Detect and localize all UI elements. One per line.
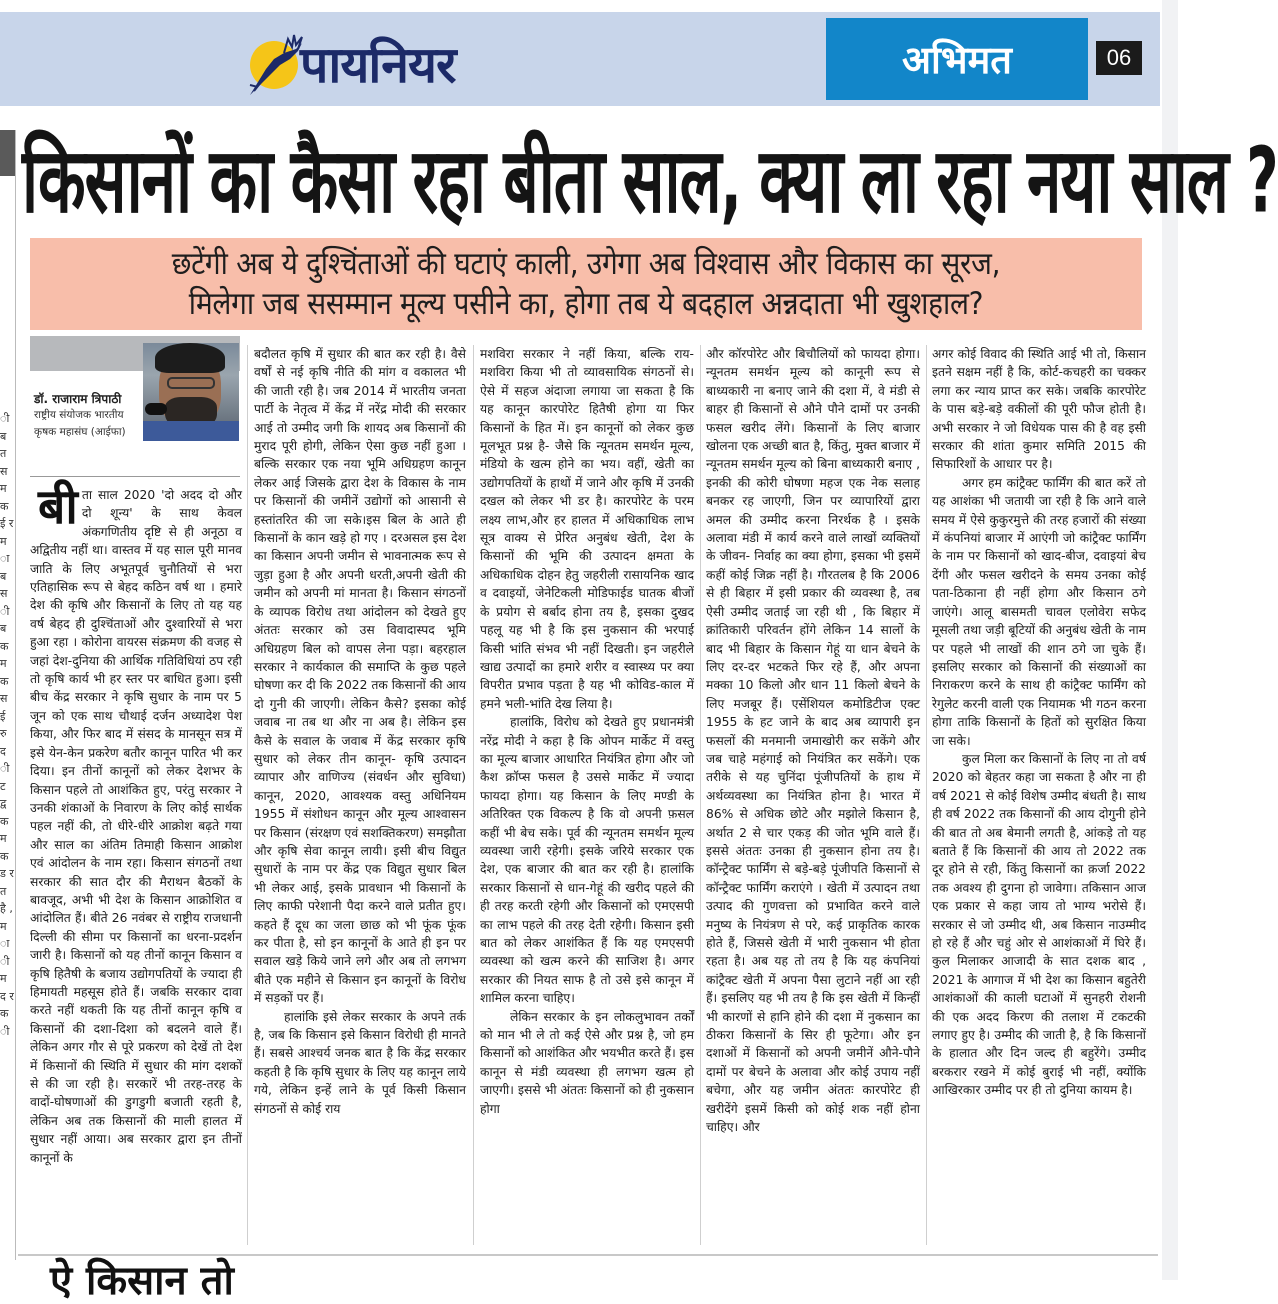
previous-article-strip [0, 130, 16, 1260]
paragraph: मशविरा सरकार ने नहीं किया, बल्कि राय-मशविरा किया भी तो व्यावसायिक संगठनों से। ऐसे में सहज अंदाजा लगाया जा सकता है कि यह कानून कारपोरेट हितैषी होगा या फिर किसानों के हित में। इन कानूनों को लेकर कुछ मूलभूत प्रश्न है- जैसे कि न्यूनतम समर्थन मूल्य, मंडियो के खत्म होने का भय। वहीं, खेती का उद्योगपतियों के हाथों में जाने और कृषि में उनकी दखल को लेकर भी डर है। कारपोरेट के परम लक्ष्य लाभ,और हर हालत में अधिकाधिक लाभ सूत्र वाक्य से प्रेरित अनुबंध खेती, देश के किसानों की भूमि की उत्पादन क्षमता के अधिकाधिक दोहन हेतु जहरीली रासायनिक खाद व दवाइयों, जेनेटिकली मोडिफाईड घातक बीजों के प्रयोग से बर्बाद होना तय है, इसका दुखद पहलू यह भी है कि इस नुकसान की भरपाई किसी भांति संभव भी नहीं दिखती। इन जहरीले खाद्य उत्पादों का हमारे शरीर व स्वास्थ्य पर क्या विपरीत प्रभाव पड़ता है यह भी कोविड-काल में हमने भली-भांति देख लिया है। [480, 347, 694, 711]
masthead [0, 12, 1160, 106]
divider [30, 476, 240, 477]
leaping-deer-sun-icon [250, 41, 298, 89]
article-bottom-rule [18, 1254, 1158, 1256]
column-divider [700, 345, 701, 1245]
paragraph: लेकिन सरकार के इन लोकलुभावन तर्कों को मान भी ले तो कई ऐसे और प्रश्न है, जो हम किसानों को आशंकित और भयभीत करते हैं। इस कानून से मंडी व्यवस्था ही लगभग खत्म हो जाएगी। इससे भी अंततः किसानों को ही नुकसान होगा [480, 1009, 694, 1116]
column-divider [247, 345, 248, 1245]
deck-line-1: छटेंगी अब ये दुश्चिंताओं की घटाएं काली, उगेगा अब विश्वास और विकास का सूरज, [171, 244, 1001, 282]
article-deck [30, 238, 1142, 330]
author-title: राष्ट्रीय संयोजक भारतीय कृषक महासंघ (आईफा) [34, 409, 126, 438]
page-number: 06 [1096, 41, 1142, 75]
article-column-3 [480, 345, 694, 1118]
article-column-2 [254, 345, 466, 1118]
deck-line-2: मिलेगा जब ससम्मान मूल्य पसीने का, होगा तब ये बदहाल अन्नदाता भी खुशहाल? [188, 284, 984, 322]
paragraph: ता साल 2020 'दो अदद दो और दो शून्य' के साथ केवल अंकगणितीय दृष्टि से ही अनूठा व अद्वितीय नहीं था। वास्तव में यह साल पूरी मानव जाति के लिए अभूतपूर्व चुनौतियों से भरा एतिहासिक रूप से बेहद कठिन वर्ष था । हमारे देश की कृषि और किसानों के लिए तो यह यह वर्ष बेहद ही दुश्चिंताओं और दुश्वारियों से भरा हुआ रहा । कोरोना वायरस संक्रमण की वजह से जहां देश-दुनिया की आर्थिक गतिविधियां ठप रही तो कृषि कार्य भी हर स्तर पर बाधित हुआ। इसी बीच केंद्र सरकार ने कृषि सुधार के नाम पर 5 जून को एक साथ चौथाई दर्जन अध्यादेश पेश किया, और फिर बाद में संसद के मानसून सत्र में इसे येन-केन प्रकरेण बतौर कानून पारित भी कर दिया। इन तीनों कानूनों को लेकर देशभर के किसान पहले तो आशंकित हुए, परंतु सरकार ने उनकी शंकाओं के निवारण के लिए कोई सार्थक पहल नहीं की, तो धीरे-धीरे आक्रोश बढ़ते गया और साल का अंतिम तिमाही किसान आक्रोश एवं आंदोलन के नाम रहा। किसान संगठनों तथा सरकार की सात दौर की मैराथन बैठकों के बावजूद, अभी भी देश के किसान आक्रोशित व आंदोलित हैं। बीते 26 नवंबर से राष्ट्रीय राजधानी दिल्ली की सीमा पर किसानों का धरना-प्रदर्शन जारी है। किसानों को यह तीनों कानून किसान व कृषि हितैषी के बजाय उद्योगपतियों के ज्यादा ही हिमायती महसूस होते हैं। जबकि सरकार दावा करते नहीं थकती कि यह तीनों कानून कृषि व किसानों की दशा-दिशा को बदलने वाले हैं। लेकिन अगर गौर से पूरे प्रकरण को देखें तो देश में किसानों की स्थिति में सुधार की मांग दशकों से की जा रही है। सरकारें भी तरह-तरह के वादों-घोषणाओं की डुगडुगी बजाती रहती है, लेकिन अब तक किसानों की माली हालत में सुधार नहीं आया। अब सरकार द्वारा इन तीनों कानूनों के [30, 488, 242, 1165]
column-divider [473, 345, 474, 1245]
paragraph: हालांकि, विरोध को देखते हुए प्रधानमंत्री नरेंद्र मोदी ने कहा है कि ओपन मार्केट में वस्तु का मूल्य बाजार आधारित नियंत्रित होगा और जो कैश क्रॉप्स फसल है उससे मार्केट में ज्यादा फायदा होगा। यह किसान के लिए मण्डी के अतिरिक्त एक विकल्प है कि वो अपनी फ़सल कहीं भी बेच सके। पूर्व की न्यूनतम समर्थन मूल्य व्यवस्था जारी रहेगी। इसके जरिये सरकार एक देश, एक बाजार की बात कर रही है। हालांकि सरकार किसानों से धान-गेहूं की खरीद पहले की ही तरह करती रहेगी और किसानों को एमएसपी का लाभ पहले की तरह देती रहेगी। किसान इसी बात को लेकर आशंकित हैं कि यह एमएसपी व्यवस्था को खत्म करने की साजिश है। अगर सरकार की नियत साफ है तो उसे इसे कानून में शामिल करना चाहिए। [480, 715, 694, 1006]
section-label: अभिमत [902, 38, 1012, 82]
article-column-1 [30, 479, 242, 1167]
paragraph: अगर कोई विवाद की स्थिति आई भी तो, किसान इतने सक्षम नहीं है कि, कोर्ट-कचहरी का चक्कर लगा कर न्याय प्राप्त कर सके। जबकि कारपोरेट के पास बड़े-बड़े वकीलों की पूरी फौज होती है। अभी सरकार ने जो विधेयक पास की है वह इसी सरकार की शांता कुमार समिति 2015 की सिफारिशों के आधार पर है। [932, 347, 1146, 472]
author-name: डॉ. राजाराम त्रिपाठी [34, 392, 122, 406]
paragraph: और कॉरपोरेट और बिचौलियों को फायदा होगा। न्यूनतम समर्थन मूल्य को कानूनी रूप से बाध्यकारी ना बनाए जाने की दशा में, वे मंडी से बाहर ही किसानों से औने पौने दामों पर उनकी फसल खरीद लेंगे। किसानों के लिए बाजार खोलना एक अच्छी बात है, किंतु, मुक्त बाजार में न्यूनतम समर्थन मूल्य को बिना बाध्यकारी बनाए , इनकी की कोरी घोषणा महज एक नेक सलाह बनकर रह जाएगी, जिन पर व्यापारियों द्वारा अमल की उम्मीद करना निरर्थक है । इसके अलावा मंडी में कार्य करने वाले लाखों व्यक्तियों के जीवन- निर्वाह का क्या होगा, इसका भी इसमें कहीं कोई जिक्र नहीं है। गौरतलब है कि 2006 से ही बिहार में इसी प्रकार की व्यवस्था है, तब ऐसी उम्मीद जताई जा रही थी , कि बिहार में क्रांतिकारी परिवर्तन होंगे लेकिन 14 सालों के बाद भी बिहार के किसान गेहूं या धान बेचने के लिए दर-दर भटकते फिर रहे हैं, और अपना मक्का 10 किलो और धान 11 किलो बेचने के लिए मजबूर हैं। एसेंशियल कमोडिटीज एक्ट 1955 के हट जाने के बाद अब व्यापारी इन फसलों की मनमानी जमाखोरी कर सकेंगे और जब चाहे महंगाई को नियंत्रित कर सकेंगे। एक तरीके से यह चुनिंदा पूंजीपतियों के हाथ में अर्थव्यवस्था का नियंत्रित होना है। भारत में 86% से अधिक छोटे और मझोले किसान है, अर्थात 2 से चार एकड़ की जोत भूमि वाले हैं। इससे अंततः उनका ही नुकसान होना तय है। कॉन्ट्रैक्ट फार्मिंग से बड़े-बड़े पूंजीपति किसानों से कॉन्ट्रैक्ट फार्मिंग कराएंगे । खेती में उत्पादन तथा उत्पाद की गुणवत्ता को प्रभावित करने वाले मनुष्य के नियंत्रण से परे, कई प्राकृतिक कारक होते हैं, जिससे खेती में भारी नुकसान भी होता रहता है। अब यह तो तय है कि यह कंपनियां कांट्रैक्ट खेती में अपना पैसा लुटाने नहीं आ रही हैं। इसलिए यह भी तय है कि इस खेती में किन्हीं भी कारणों से हानि होने की दशा में नुकसान का ठीकरा किसानों के सिर ही फूटेगा। और इन दशाओं में किसानों को अपनी जमीनें औने-पौने दामों पर बेचने के अलावा और कोई उपाय नहीं बचेगा, और यह जमीन अंततः कारपोरेट ही खरीदेंगे इसमें किसी को कोई शक नहीं होना चाहिए। और [706, 347, 920, 1135]
previous-article-bar [0, 130, 15, 176]
section-label-box [826, 18, 1088, 100]
microphone-icon [145, 403, 167, 415]
article-column-4 [706, 345, 920, 1136]
headline-text: किसानों का कैसा रहा बीता साल, क्या ला रहा नया साल ? [22, 127, 1278, 234]
paragraph: बदौलत कृषि में सुधार की बात कर रही है। वैसे वर्षों से नई कृषि नीति की मांग व वकालत भी की जाती रही है। जब 2014 में भारतीय जनता पार्टी के नेतृत्व में केंद्र में नरेंद्र मोदी की सरकार आई तो उम्मीद जगी कि शायद अब किसानों की मुराद पूरी होगी, लेकिन ऐसा कुछ नहीं हुआ । बल्कि सरकार एक नया भूमि अधिग्रहण कानून लेकर आई जिसके द्वारा देश के विकास के नाम पर किसानों की जमीनें उद्योगों को आसानी से हस्तांतरित की जा सके।इस बिल के आते ही किसानों के कान खड़े हो गए । दरअसल इस देश का किसान अपनी जमीन से भावनात्मक रूप से जुड़ा हुआ है और अपनी धरती,अपनी खेती की जमीन को अपनी मां मानता है। किसान संगठनों के व्यापक विरोध तथा आंदोलन को देखते हुए अंततः सरकार को उस विवादास्पद भूमि अधिग्रहण बिल को वापस लेना पड़ा। बहरहाल सरकार ने कार्यकाल की समाप्ति के कुछ पहले घोषणा कर दी कि 2022 तक किसानों की आय दो गुनी की जाएगी। लेकिन कैसे? इसका कोई जवाब ना तब था और ना अब है। लेकिन इस कैसे के सवाल के जवाब में केंद्र सरकार कृषि सुधार को लेकर तीन कानून- कृषि उत्पादन व्यापार और वाणिज्य (संवर्धन और सुविधा) कानून, 2020, आवश्यक वस्तु अधिनियम 1955 में संशोधन कानून और मूल्य आश्वासन पर किसान (संरक्षण एवं सशक्तिकरण) समझौता और कृषि सेवा कानून लायी। इसी बीच विद्युत सुधारों के नाम पर केंद्र एक विद्युत सुधार बिल भी लेकर आई, इसके प्रावधान भी किसानों के लिए काफी परेशानी पैदा करने वाले प्रतीत हुए। कहते हैं दूध का जला छाछ को भी फूंक फूंक कर पीता है, सो इन कानूनों के आते ही इन पर सवाल खड़े किये जाने लगे और अब तो लगभग बीते एक महीने से किसान इन कानूनों के विरोध में सड़कों पर हैं। [254, 347, 466, 1006]
author-photo [143, 343, 239, 435]
article-headline [22, 127, 1278, 234]
newspaper-logo[interactable] [250, 32, 456, 98]
article-column-5 [932, 345, 1146, 1100]
drop-cap: बी [38, 479, 78, 535]
paragraph: अगर हम कांट्रैक्ट फार्मिंग की बात करें तो यह आशंका भी जतायी जा रही है कि आने वाले समय में ऐसे कुकुरमुत्ते की तरह हजारों की संख्या में कंपनियां बाजार में आएंगी जो कांट्रैक्ट फार्मिंग के नाम पर किसानों को खाद-बीज, दवाइयां बेच देंगी और फसल खरीदने के समय उनका कोई पता-ठिकाना ही नहीं होगा और किसान ठगे जाएंगे। आलू बासमती चावल एलोवेरा सफेद मूसली तथा जड़ी बूटियों की अनुबंध खेती के नाम पर पहले भी लाखों की शान ठगे जा चुके हैं। इसलिए सरकार को किसानों की संख्याओं का निराकरण करने के साथ ही कांट्रैक्ट फार्मिंग को रेगुलेट करनी वाली एक नियामक भी गठन करना होगा ताकि किसानों के हितों को सुरक्षित किया जा सके। [932, 475, 1146, 748]
paragraph: हालांकि इसे लेकर सरकार के अपने तर्क है, जब कि किसान इसे किसान विरोधी ही मानते हैं। सबसे आश्चर्य जनक बात है कि केंद्र सरकार कहती है कि कृषि सुधार के लिए यह कानून लाये गये, लेकिन इन्हें लाने के पूर्व किसी किसान संगठनों से कोई राय [254, 1009, 466, 1116]
logo-text: पायनियर [300, 35, 456, 94]
previous-article-fragment: ी ब त स म क ई र म ा ब स ी ब क म क स ई रु द ी ट द्व क म क ड र त है , म ा ी म द र क ी [0, 412, 14, 1038]
paragraph: कुल मिला कर किसानों के लिए ना तो वर्ष 2020 को बेहतर कहा जा सकता है और ना ही वर्ष 2021 से कोई विशेष उम्मीद बंधती है। साथ ही वर्ष 2022 तक किसानों की आय दोगुनी होने की बात तो अब बेमानी लगती है, आंकड़े तो यह बताते हैं कि किसानों की आय तो 2022 तक दूर होने से रही, किंतु किसानों का क़र्जा 2022 तक अवश्य ही दुगना हो जावेगा। तकिसान आज एक प्रकार से कहा जाय तो भाग्य भरोसे हैं। सरकार से जो उम्मीद थी, अब किसान नाउम्मीद हो रहे हैं और चहुं ओर से आशंकाओं में घिरे हैं। कुल मिलाकर आजादी के सात दशक बाद , 2021 के आगाज में भी देश का किसान बहुतेरी आशंकाओं की काली घटाओं में सुनहरी रोशनी की एक अदद किरण की तलाश में टकटकी लगाए हुए है। उम्मीद की जाती है, है कि किसानों के हालात और दिन जल्द ही बहुरेंगे। उम्मीद बरकरार रखने में कोई बुराई भी नहीं, क्योंकि आखिरकार उम्मीद पर ही तो दुनिया कायम है। [932, 751, 1146, 1098]
column-divider [926, 345, 927, 1245]
next-article-headline: ऐ किसान तो [50, 1258, 234, 1304]
